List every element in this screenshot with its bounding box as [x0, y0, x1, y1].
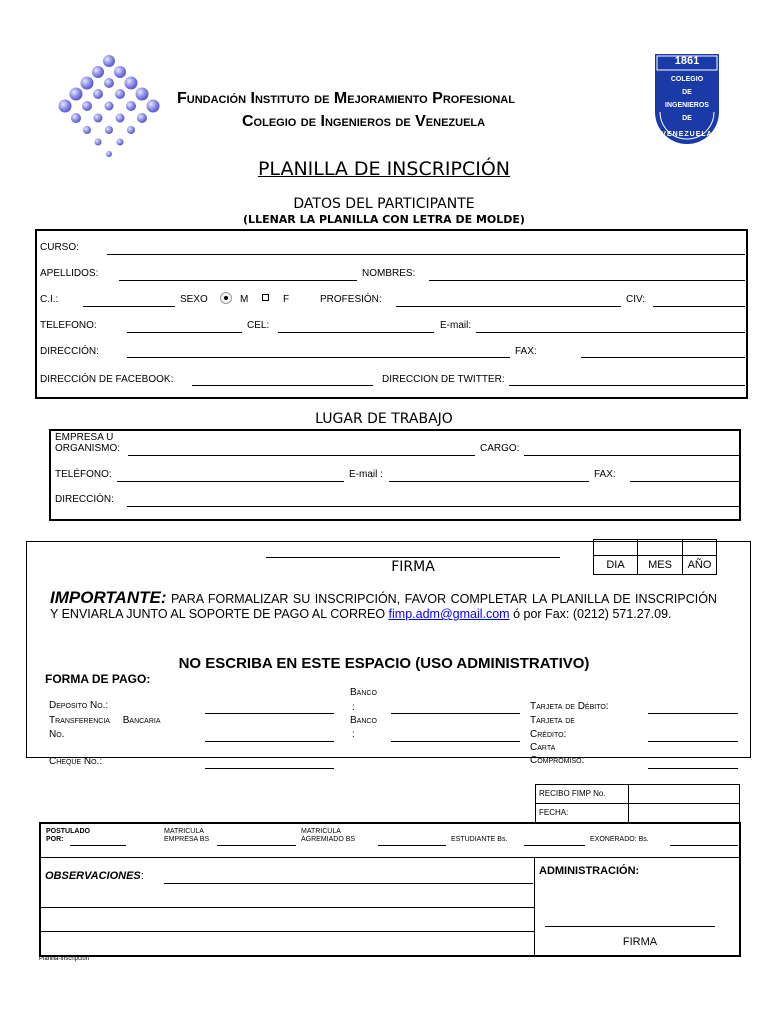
seal-year: 1861	[674, 55, 700, 67]
label-mes: MES	[637, 555, 683, 575]
important-text: PARA FORMALIZAR SU INSCRIPCIÓN, FAVOR COMPLETAR LA PLANILLA DE INSCRIPCIÓN Y ENVIARLA JUNTO AL SOPORTE DE PAGO AL CORREO	[50, 592, 717, 621]
label-facebook: DIRECCIÓN DE FACEBOOK:	[40, 374, 174, 385]
label-sexo: SEXO	[180, 294, 208, 305]
field-curso[interactable]	[107, 254, 745, 255]
footer-filename: Planilla-Inscripcion	[39, 956, 90, 962]
label-matricula-empresa-2: EMPRESA BS	[164, 836, 210, 843]
field-firma-participant[interactable]	[266, 557, 560, 558]
label-banco-1: Banco	[350, 687, 377, 698]
field-civ[interactable]	[653, 306, 745, 307]
field-firma-admin[interactable]	[545, 926, 715, 927]
field-tarjeta-credito[interactable]	[648, 741, 738, 742]
field-apellidos[interactable]	[119, 280, 357, 281]
field-work-telefono[interactable]	[117, 481, 344, 482]
seal-text-colegio: COLEGIO	[670, 76, 704, 83]
field-banco-2[interactable]	[391, 741, 520, 742]
observaciones-text: OBSERVACIONES	[45, 870, 141, 882]
field-tarjeta-debito[interactable]	[648, 713, 738, 714]
label-direccion: DIRECCIÓN:	[40, 346, 99, 357]
label-tarjeta-debito: Tarjeta de Débito:	[530, 701, 609, 712]
field-cargo[interactable]	[524, 455, 739, 456]
field-exonerado[interactable]	[670, 845, 738, 846]
label-nombres: NOMBRES:	[362, 268, 416, 279]
label-empresa-1: EMPRESA U	[55, 432, 114, 443]
seal-text-ingenieros: INGENIEROS	[665, 102, 709, 109]
label-estudiante: ESTUDIANTE Bs.	[451, 836, 508, 843]
label-work-fax: FAX:	[594, 469, 616, 480]
label-apellidos: APELLIDOS:	[40, 268, 99, 279]
field-fecha[interactable]	[628, 803, 740, 823]
seal-text-venezuela: VENEZUELA	[661, 131, 713, 138]
field-cheque[interactable]	[205, 768, 334, 769]
label-fecha: FECHA:	[539, 808, 569, 817]
field-cel[interactable]	[278, 332, 434, 333]
section-title-participant: DATOS DEL PARTICIPANTE	[293, 196, 475, 212]
label-transferencia-1: Transferencia Bancaria	[49, 715, 161, 726]
label-civ: CIV:	[626, 294, 646, 305]
org-name-line2: Colegio de Ingenieros de Venezuela	[242, 113, 486, 130]
label-deposito: Deposito No.:	[49, 700, 109, 711]
label-cel: CEL:	[247, 320, 270, 331]
field-direccion[interactable]	[127, 357, 510, 358]
label-profesion: PROFESIÓN:	[320, 294, 382, 305]
label-work-direccion: DIRECCIÓN:	[55, 494, 114, 505]
label-empresa-2: ORGANISMO:	[55, 443, 121, 454]
label-banco-1-colon: :	[352, 702, 355, 713]
label-cheque: Cheque No.:	[49, 756, 103, 767]
field-fax[interactable]	[581, 357, 745, 358]
obs-row-line-1	[39, 907, 534, 908]
important-paragraph	[50, 590, 717, 622]
label-work-telefono: TELÉFONO:	[55, 469, 112, 480]
label-matricula-empresa-1: MATRICULA	[164, 828, 204, 835]
work-section	[49, 429, 741, 521]
label-dia: DIA	[593, 555, 638, 575]
field-banco-1[interactable]	[391, 713, 520, 714]
label-ano: AÑO	[682, 555, 717, 575]
label-ci: C.I.:	[40, 294, 59, 305]
label-forma-pago: FORMA DE PAGO:	[45, 672, 151, 686]
field-carta[interactable]	[648, 768, 738, 769]
field-work-email[interactable]	[389, 481, 589, 482]
label-postulado-1: POSTULADO	[46, 828, 90, 835]
fimp-logo	[50, 50, 170, 165]
form-instruction: (LLENAR LA PLANILLA CON LETRA DE MOLDE)	[243, 213, 525, 226]
label-tarjeta-credito-2: Crédito:	[530, 729, 567, 740]
label-tarjeta-credito-1: Tarjeta de	[530, 715, 575, 726]
field-work-direccion[interactable]	[127, 506, 739, 507]
label-administracion: ADMINISTRACIÓN:	[539, 865, 640, 877]
label-telefono: TELEFONO:	[40, 320, 97, 331]
field-telefono[interactable]	[127, 332, 242, 333]
label-matricula-agremiado-1: MATRICULA	[301, 828, 341, 835]
label-transferencia-2: No.	[49, 729, 65, 740]
field-dia[interactable]	[593, 539, 638, 556]
field-transferencia[interactable]	[205, 741, 334, 742]
seal-text-de1: DE	[682, 89, 692, 96]
field-ano[interactable]	[682, 539, 717, 556]
important-heading: IMPORTANTE:	[50, 588, 167, 607]
label-cargo: CARGO:	[480, 443, 520, 454]
form-title: PLANILLA DE INSCRIPCIÓN	[257, 158, 511, 180]
seal-text-de2: DE	[682, 115, 692, 122]
obs-admin-vertical-divider	[534, 857, 535, 957]
label-banco-2-colon: :	[352, 729, 355, 740]
field-facebook[interactable]	[192, 385, 373, 386]
important-after-email: ó por Fax: (0212) 571.27.09.	[513, 607, 672, 621]
label-firma-admin: FIRMA	[622, 936, 658, 948]
field-twitter[interactable]	[509, 385, 745, 386]
obs-row-line-2	[39, 931, 534, 932]
label-postulado-2: POR:	[46, 836, 64, 843]
important-email-link[interactable]: fimp.adm@gmail.com	[388, 607, 510, 621]
label-recibo: RECIBO FIMP No.	[539, 789, 606, 798]
field-matricula-empresa[interactable]	[217, 845, 296, 846]
label-carta-1: Carta	[530, 742, 556, 753]
field-estudiante[interactable]	[524, 845, 585, 846]
radio-sexo-m[interactable]	[220, 292, 232, 304]
label-observaciones	[45, 870, 144, 882]
field-recibo[interactable]	[628, 784, 740, 804]
label-exonerado: EXONERADO: Bs.	[590, 836, 649, 843]
field-observaciones-1[interactable]	[164, 883, 533, 884]
org-name-line1: Fundación Instituto de Mejoramiento Profesional	[177, 90, 515, 107]
admin-divider	[39, 857, 741, 858]
observaciones-colon: :	[140, 870, 144, 882]
label-curso: CURSO:	[40, 242, 79, 253]
label-twitter: DIRECCION DE TWITTER:	[382, 374, 505, 385]
label-carta-2: Compromiso:	[530, 755, 585, 766]
label-sexo-f: F	[283, 294, 290, 305]
field-nombres[interactable]	[429, 280, 745, 281]
field-postulado[interactable]	[70, 845, 126, 846]
field-work-fax[interactable]	[630, 481, 739, 482]
label-fax: FAX:	[515, 346, 537, 357]
field-empresa[interactable]	[128, 455, 475, 456]
field-deposito[interactable]	[205, 713, 334, 714]
label-matricula-agremiado-2: AGREMIADO BS	[301, 836, 356, 843]
label-firma-participant: FIRMA	[391, 559, 435, 575]
label-banco-2: Banco	[350, 715, 377, 726]
label-email: E-mail:	[440, 320, 472, 331]
label-sexo-m: M	[240, 294, 249, 305]
label-work-email: E-mail :	[349, 469, 383, 480]
field-ci[interactable]	[83, 306, 175, 307]
field-matricula-agremiado[interactable]	[378, 845, 446, 846]
checkbox-sexo-f[interactable]	[262, 294, 269, 301]
field-email[interactable]	[476, 332, 745, 333]
section-title-work: LUGAR DE TRABAJO	[315, 411, 453, 427]
admin-notice: NO ESCRIBA EN ESTE ESPACIO (USO ADMINISTRATIVO)	[178, 655, 590, 672]
field-profesion[interactable]	[396, 306, 621, 307]
field-mes[interactable]	[637, 539, 683, 556]
